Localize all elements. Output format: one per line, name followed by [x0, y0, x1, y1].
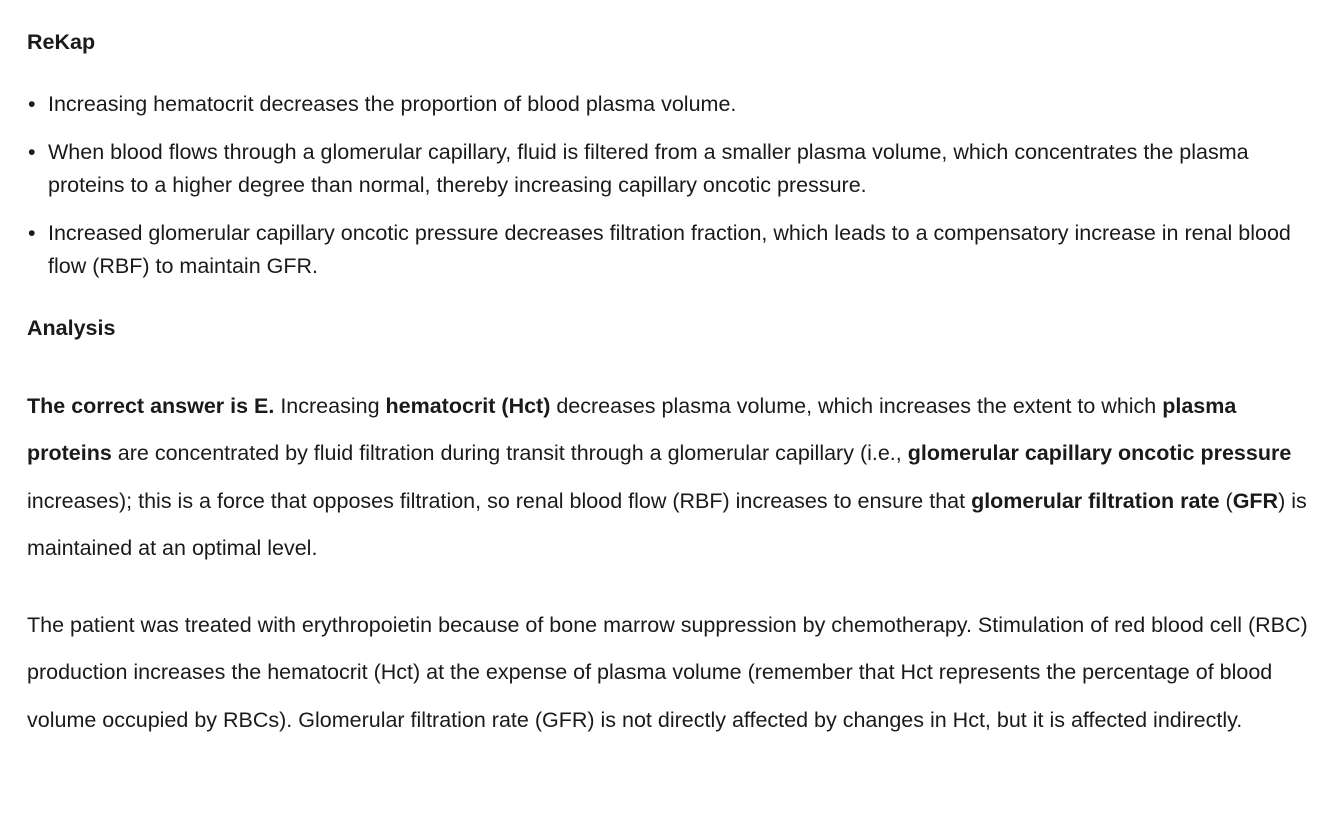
rekap-list: [27, 88, 1323, 298]
rekap-heading: ReKap: [27, 30, 96, 54]
answer-statement: The correct answer is E.: [27, 394, 275, 418]
text: ) is maintained at an optimal level.: [27, 488, 1307, 560]
bold-term: hematocrit (Hct): [385, 394, 551, 418]
analysis-paragraph-answer: [27, 383, 1312, 572]
bold-term: glomerular filtration rate: [971, 488, 1220, 513]
rekap-bullet: • Increased glomerular capillary oncotic pressure decreases filtration fraction, which leads to a compensatory increase in renal blood flow (RBF) to maintain GFR.: [48, 217, 1323, 283]
text: increases); this is a force that opposes filtration, so renal blood flow (RBF) increases to ensure that: [27, 488, 972, 513]
rekap-bullet: • When blood flows through a glomerular capillary, fluid is filtered from a smaller plasma volume, which concentrates the plasma proteins to a higher degree than normal, thereby increasing capillary oncotic pressure.: [48, 136, 1323, 202]
bold-term: GFR: [1232, 488, 1279, 513]
text: decreases plasma volume, which increases the extent to which: [550, 394, 1163, 418]
text: Increasing: [274, 394, 386, 418]
analysis-paragraph-explanation: The patient was treated with erythropoietin because of bone marrow suppression by chemotherapy. Stimulation of red blood cell (RBC) production increases the hematocrit (Hct) at the expense of plasma volume (remember that Hct represents the percentage of blood volume occupied by RBCs). Glomerular filtration rate (GFR) is not directly affected by changes in Hct, but it is affected indirectly.: [27, 613, 1308, 732]
analysis-heading: Analysis: [27, 316, 116, 340]
text: (: [1219, 488, 1233, 513]
bold-term: plasma proteins: [27, 394, 1237, 466]
rekap-bullet: • Increasing hematocrit decreases the proportion of blood plasma volume.: [48, 88, 1323, 121]
text: are concentrated by fluid filtration during transit through a glomerular capillary (i.e.,: [111, 441, 908, 466]
bold-term: glomerular capillary oncotic pressure: [907, 441, 1292, 466]
